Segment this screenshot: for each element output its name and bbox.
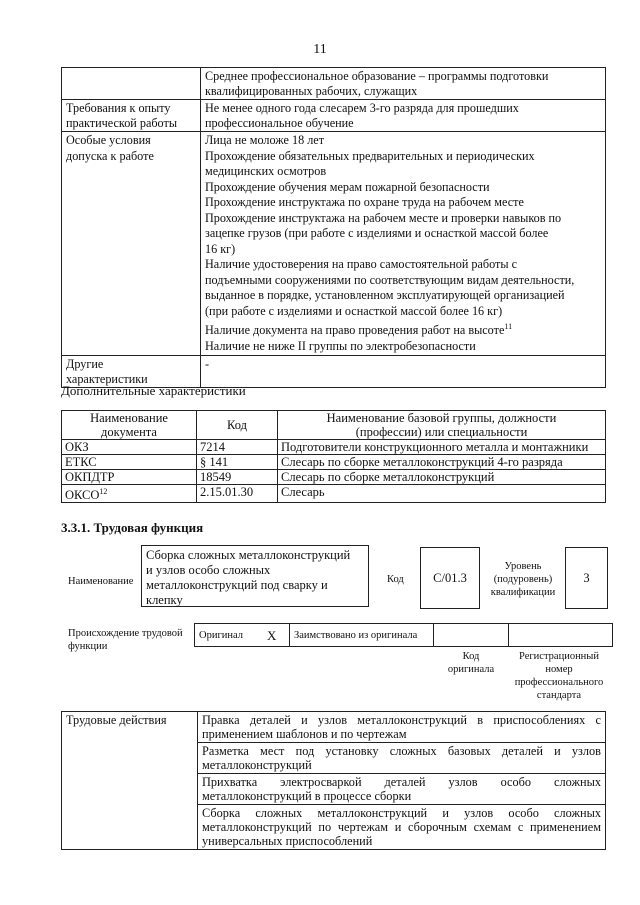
- text-line: Правка деталей и узлов металлоконструкций в приспособлениях с: [202, 713, 601, 727]
- text-line: -: [205, 357, 210, 372]
- text-line: номер: [545, 664, 573, 675]
- header-cell: Код: [197, 411, 278, 440]
- table-row: [62, 68, 606, 100]
- text-line: медицинских осмотров: [205, 164, 327, 178]
- table-cell-value: [201, 100, 606, 132]
- text-line: Разметка мест под установку сложных базовых деталей и узлов: [202, 744, 601, 758]
- text-line: Лица не моложе 18 лет: [205, 133, 325, 147]
- text-line: металлоконструкций по чертежам и сборочным схемам с применением: [202, 820, 601, 834]
- table-row: [62, 485, 606, 503]
- text-line: квалифицированных рабочих, служащих: [205, 83, 418, 98]
- text-line: квалификации: [490, 587, 556, 598]
- table-cell-value: [201, 356, 606, 388]
- name-label: Наименование: [68, 576, 134, 587]
- table-cell: [62, 485, 197, 503]
- page-number: 11: [313, 42, 327, 57]
- table-row: [62, 440, 606, 455]
- text-line: 16 кг): [205, 241, 236, 256]
- level-value-box: 3: [565, 547, 608, 609]
- text-line: Наличие удостоверения на право самостоятельной работы с: [205, 257, 518, 271]
- text-line: Код: [462, 651, 480, 662]
- borrowed-label: Заимствовано из оригинала: [290, 624, 434, 647]
- table-cell: ЕТКС: [62, 455, 197, 470]
- table-cell: 7214: [197, 440, 278, 455]
- reg-number-label: [509, 650, 609, 702]
- text-line: Особые условия: [66, 133, 151, 147]
- table-cell: 2.15.01.30: [197, 485, 278, 503]
- text-fragment: ОКСО: [65, 488, 100, 503]
- origin-table: [194, 623, 613, 647]
- labor-actions-table: [61, 711, 606, 850]
- text-line: зацепке грузов (при работе с изделиями и оснасткой массой более: [205, 226, 549, 240]
- text-line: и узлов особо сложных: [146, 563, 271, 577]
- original-mark: X: [263, 624, 290, 647]
- function-name-box: [141, 545, 369, 607]
- table-cell-label: [62, 132, 201, 356]
- table-cell: 18549: [197, 470, 278, 485]
- table-row: [62, 470, 606, 485]
- text-line: стандарта: [536, 690, 582, 701]
- header-cell: [62, 411, 197, 440]
- text-line: Другие: [66, 357, 104, 372]
- table-cell-label: [62, 100, 201, 132]
- text-line: Сборка сложных металлоконструкций: [146, 548, 351, 562]
- table-row: [62, 455, 606, 470]
- text-line: допуска к работе: [66, 148, 154, 163]
- text-line: Уровень: [504, 561, 542, 572]
- text-line: Наименование базовой группы, должности: [326, 411, 557, 425]
- table-cell: Слесарь по сборке металлоконструкций 4-го разряда: [278, 455, 606, 470]
- text-line: Происхождение трудовой: [68, 628, 183, 639]
- text-line: Наличие не ниже II группы по электробезопасности: [205, 338, 476, 353]
- text-line: Среднее профессиональное образование – программы подготовки: [205, 69, 549, 83]
- text-line: функции: [68, 641, 108, 652]
- text-line: клепку: [146, 593, 183, 607]
- reg-number-cell: [509, 624, 613, 647]
- text-line: Прохождение инструктажа на рабочем месте и проверки навыков по: [205, 210, 562, 225]
- text-line: универсальных приспособлений: [202, 834, 373, 848]
- footnote-ref: 12: [99, 487, 108, 496]
- table-row: [62, 712, 606, 743]
- text-line: подъемными сооружениями по соответствующим видам деятельности,: [205, 272, 575, 287]
- table-row: [195, 624, 613, 647]
- table-header-row: [62, 411, 606, 440]
- text-line: профессионального: [514, 677, 604, 688]
- text-line: Не менее одного года слесарем 3-го разряда для прошедших: [205, 101, 519, 115]
- action-item: [198, 805, 606, 850]
- text-line: оригинала: [447, 664, 495, 675]
- text-line: Прохождение обязательных предварительных и периодических: [205, 148, 535, 163]
- text-line: Прохождение инструктажа по охране труда на рабочем месте: [205, 195, 524, 209]
- level-label: [486, 560, 560, 599]
- table-cell: ОКЗ: [62, 440, 197, 455]
- table-cell-label: [62, 68, 201, 100]
- text-line: применением шаблонов и по чертежам: [202, 727, 407, 741]
- text-line: Наименование: [90, 411, 168, 425]
- text-fragment: Наличие документа на право проведения работ на высоте: [205, 323, 505, 338]
- table-cell-value: [201, 68, 606, 100]
- table-cell: § 141: [197, 455, 278, 470]
- text-line: (при работе с изделиями и оснасткой массой более 16 кг): [205, 303, 503, 318]
- footnote-ref: 11: [504, 322, 513, 331]
- text-line: металлоконструкций: [202, 758, 312, 772]
- table-row: [62, 100, 606, 132]
- action-item: [198, 743, 606, 774]
- table-cell-value: [201, 132, 606, 356]
- text-line: Прохождение обучения мерам пожарной безопасности: [205, 179, 490, 194]
- text-line: практической работы: [66, 115, 178, 130]
- code-original-label: [433, 650, 509, 676]
- origin-label: [68, 627, 183, 653]
- action-item: [198, 774, 606, 805]
- text-line: характеристики: [66, 371, 148, 386]
- text-line: Прихватка электросваркой деталей узлов особо сложных: [202, 775, 601, 789]
- text-line: Сборка сложных металлоконструкций и узлов особо сложных: [202, 806, 601, 820]
- text-line: профессиональное обучение: [205, 115, 354, 130]
- text-line: (подуровень): [493, 574, 553, 585]
- action-item: [198, 712, 606, 743]
- text-line: металлоконструкций в процессе сборки: [202, 789, 412, 803]
- actions-label: Трудовые действия: [62, 712, 198, 850]
- table-cell: Подготовители конструкционного металла и монтажники: [278, 440, 606, 455]
- header-cell: [278, 411, 606, 440]
- text-line: [205, 319, 601, 339]
- original-label: Оригинал: [195, 624, 264, 647]
- text-line: документа: [101, 425, 157, 439]
- section-title: Дополнительные характеристики: [61, 383, 246, 398]
- text-line: (профессии) или специальности: [355, 425, 528, 439]
- requirements-table: [61, 67, 606, 388]
- table-cell: Слесарь по сборке металлоконструкций: [278, 470, 606, 485]
- text-line: Требования к опыту: [66, 101, 171, 115]
- table-cell: ОКПДТР: [62, 470, 197, 485]
- code-label: Код: [387, 574, 404, 585]
- function-heading: 3.3.1. Трудовая функция: [61, 520, 204, 535]
- code-value-box: С/01.3: [420, 547, 480, 609]
- text-line: Регистрационный: [519, 651, 599, 662]
- table-cell: Слесарь: [278, 485, 606, 503]
- text-line: металлоконструкций под сварку и: [146, 578, 328, 592]
- additional-table: [61, 410, 606, 503]
- code-original-cell: [434, 624, 509, 647]
- table-row: [62, 132, 606, 356]
- text-line: выданное в порядке, установленном эксплуатирующей организацией: [205, 288, 565, 302]
